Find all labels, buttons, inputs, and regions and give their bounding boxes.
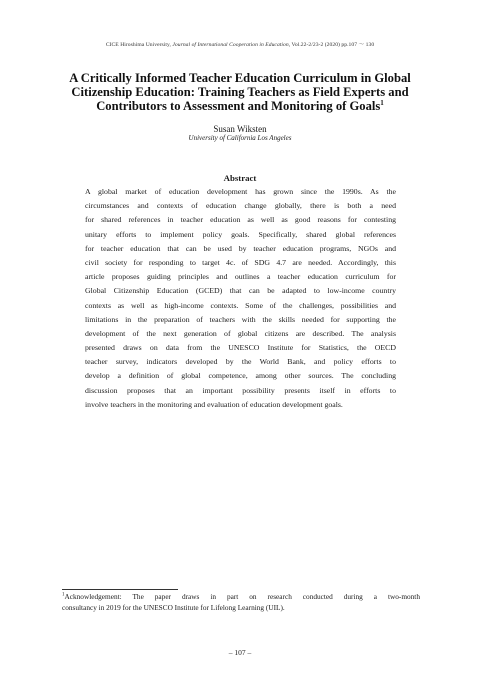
abstract-line: develop a definition of global competence, among other sources. The concluding (85, 371, 396, 381)
footnote (62, 592, 420, 613)
article-title-text: A Critically Informed Teacher Education Curriculum in Global Citizenship Education: Training Teachers as Field Experts and Contributors to Assessment and Monitoring of Goals (69, 71, 411, 113)
abstract-line: for shared references in teacher education as well as good reasons for contesting (85, 215, 396, 225)
abstract-line: unitary efforts to implement policy goals. Specifically, shared global references (85, 229, 396, 239)
abstract-line: Global Citizenship Education (GCED) that can be adapted to low-income country (85, 286, 396, 296)
abstract-line: limitations in the preparation of teachers with the skills needed for supporting the (85, 314, 396, 324)
abstract-heading: Abstract (223, 173, 257, 183)
abstract-line: involve teachers in the monitoring and evaluation of education development goals. (85, 399, 343, 409)
footnote-marker: 1 (62, 592, 65, 598)
footnote-divider (62, 589, 178, 590)
abstract-line: development of the next generation of global citizens are described. The analysis (85, 328, 396, 338)
author-name: Susan Wiksten (213, 124, 267, 134)
abstract-line: A global market of education development has grown since the 1990s. As the (85, 187, 396, 196)
article-title (52, 71, 428, 113)
title-footnote-marker: 1 (380, 98, 384, 107)
footnote-line: consultancy in 2019 for the UNESCO Institute for Lifelong Learning (UIL). (62, 602, 285, 612)
abstract-line: discussion proposes that an important possibility presents itself in efforts to (85, 385, 396, 395)
running-header-volume: Vol.22-2/23-2 (2020) pp.107 〜 130 (291, 42, 375, 48)
running-header-prefix: CICE Hiroshima University, (105, 42, 171, 48)
abstract-line: for teacher education that can be used by teacher education programs, NGOs and (85, 243, 396, 253)
author-affiliation: University of California Los Angeles (188, 134, 292, 142)
abstract-line: teacher survey, indicators developed by the World Bank, and policy efforts to (85, 357, 396, 367)
abstract-line: contexts as well as high-income contexts. Some of the challenges, possibilities and (85, 300, 396, 310)
running-header (0, 40, 480, 48)
abstract-line: circumstances and contexts of education change globally, there is both a need (85, 201, 396, 211)
abstract-line: article proposes guiding principles and outlines a teacher education curriculum for (85, 272, 396, 282)
page-number: – 107 – (228, 648, 252, 657)
abstract-line: presented draws on data from the UNESCO Institute for Statistics, the OECD (85, 343, 396, 353)
abstract-body (85, 185, 396, 412)
running-header-journal: Journal of International Cooperation in Education, (172, 42, 291, 48)
footnote-line (62, 592, 420, 603)
footnote-text: Acknowledgement: The paper draws in part on research conducted during a two-month (64, 592, 420, 601)
abstract-line: civil society for responding to target 4c. of SDG 4.7 are needed. Accordingly, this (85, 257, 396, 267)
